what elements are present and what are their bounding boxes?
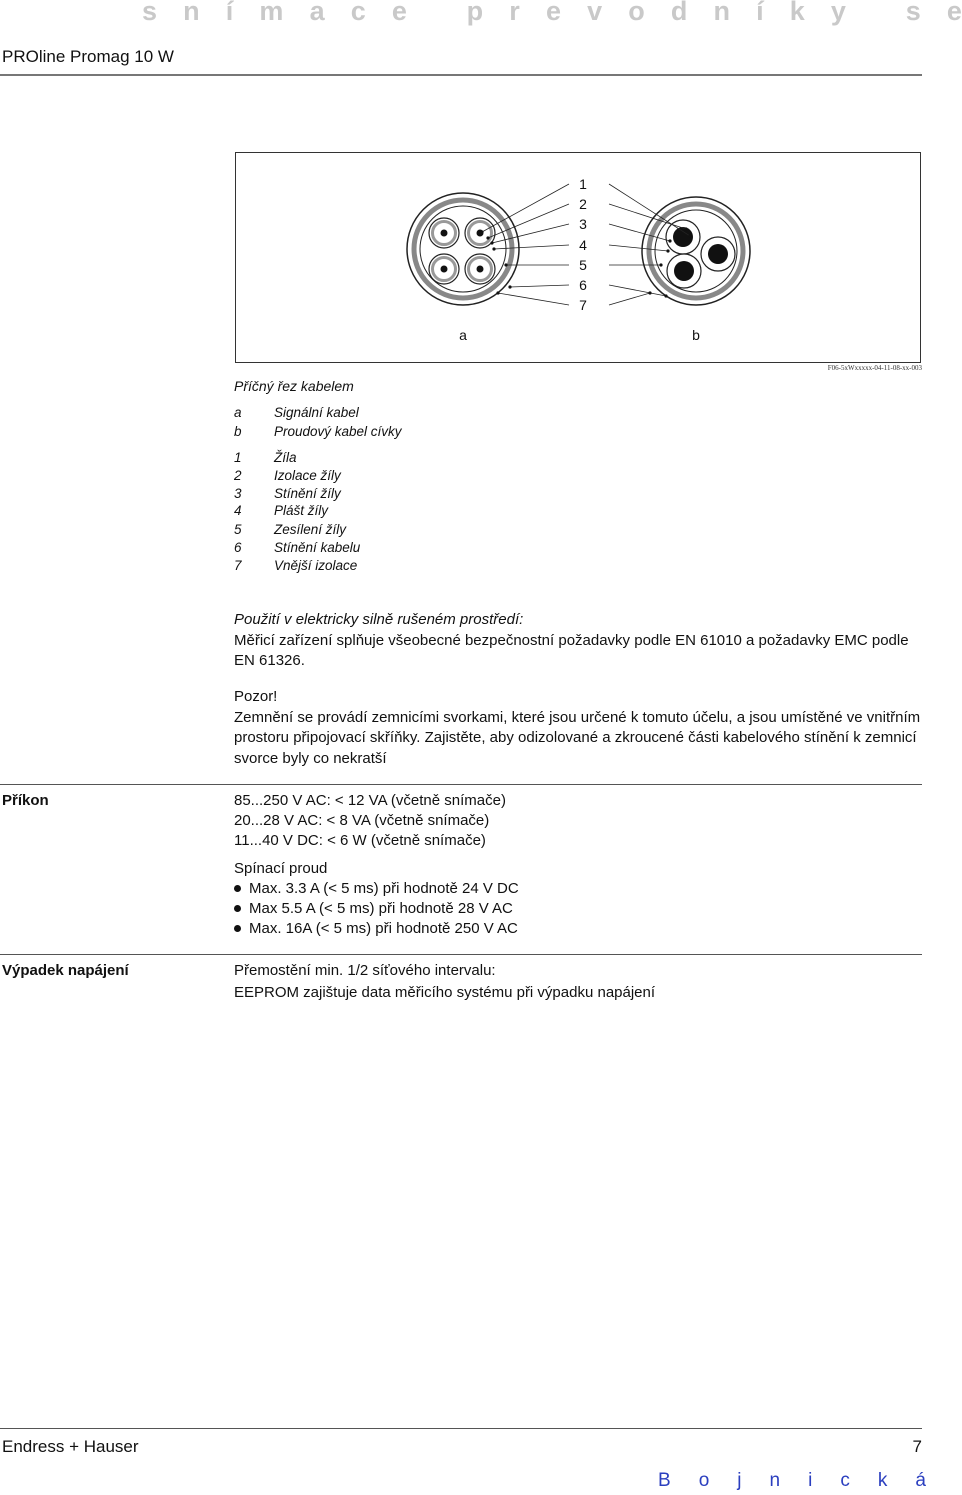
brand-letter: á (915, 1470, 926, 1491)
cable-diagram (236, 153, 922, 364)
outage-label: Výpadek napájení (2, 962, 129, 979)
power-line: 11...40 V DC: < 6 W (včetně snímače) (234, 832, 486, 849)
legend-key: 2 (234, 468, 242, 483)
wm-letter: í (756, 0, 764, 26)
legend-text: Zesílení žíly (274, 522, 347, 537)
wm-letter: a (309, 0, 325, 26)
usage-text: Měřicí zařízení splňuje všeobecné bezpečnostní požadavky podle EN 61010 a požadavky EMC podle EN 61326. (234, 631, 909, 669)
power-label: Příkon (2, 792, 49, 809)
legend-key: 1 (234, 450, 242, 465)
section-divider (0, 784, 922, 785)
callout-number: 3 (579, 216, 587, 232)
bullet-text: Max 5.5 A (< 5 ms) při hodnotě 28 V AC (249, 900, 513, 917)
usage-title: Použití v elektricky silně rušeném prostředí: (234, 611, 524, 628)
legend-text: Stínění žíly (274, 486, 341, 501)
wm-letter: e (946, 0, 962, 26)
footer-company: Endress + Hauser (2, 1437, 139, 1456)
callout-number: 4 (579, 237, 587, 253)
brand-letter: n (769, 1470, 781, 1491)
power-line: 20...28 V AC: < 8 VA (včetně snímače) (234, 812, 490, 829)
wm-letter: m (259, 0, 284, 26)
section-divider (0, 954, 922, 955)
bullet-text: Max. 3.3 A (< 5 ms) při hodnotě 24 V DC (249, 880, 519, 897)
legend-text: Vnější izolace (274, 558, 358, 573)
wm-letter: e (391, 0, 407, 26)
power-line: 85...250 V AC: < 12 VA (včetně snímače) (234, 792, 506, 809)
legend-key: 6 (234, 540, 242, 555)
legend-item (234, 558, 357, 573)
brand-letter: c (840, 1470, 850, 1491)
callout-number: 2 (579, 196, 587, 212)
callout-number: 1 (579, 176, 587, 192)
wm-letter (872, 0, 880, 27)
legend-key: a (234, 405, 242, 420)
brand-letter: i (808, 1470, 813, 1491)
wm-letter: n (183, 0, 200, 26)
wm-letter: o (628, 0, 645, 26)
switching-bullet (234, 920, 518, 937)
callout-number: 5 (579, 257, 587, 273)
cable-a-label: a (459, 327, 467, 343)
legend-key: 4 (234, 503, 242, 518)
wm-letter: c (350, 0, 366, 26)
wm-letter: s (905, 0, 921, 26)
wm-letter: r (509, 0, 520, 26)
page-header-title: PROline Promag 10 W (2, 47, 174, 66)
legend-text: Stínění kabelu (274, 540, 361, 555)
callout-number: 6 (579, 277, 587, 293)
callout-number: 7 (579, 297, 587, 313)
wm-letter: d (670, 0, 688, 26)
outage-line: Přemostění min. 1/2 síťového intervalu: (234, 962, 496, 979)
brand-letter: B (658, 1470, 671, 1491)
wm-letter: v (587, 0, 603, 26)
legend-text: Signální kabel (274, 405, 359, 420)
legend-item (234, 486, 341, 501)
legend-item (234, 540, 360, 555)
legend-text: Izolace žíly (274, 468, 341, 483)
cable-b-label: b (692, 327, 700, 343)
bullet-dot-icon (234, 905, 241, 912)
switching-title: Spínací proud (234, 860, 328, 877)
bullet-dot-icon (234, 925, 241, 932)
footer-divider (0, 1428, 922, 1429)
warning-text: Zemnění se provádí zemnicími svorkami, které jsou určené k tomuto účelu, a jsou umístěné ve vnitřním prostoru připojovací skříňky. Zajistěte, aby odizolované a zkroucené části kabelového stínění k zemnicí svorce byly co nekratší (234, 708, 921, 767)
watermark-header (142, 0, 962, 27)
warning-title: Pozor! (234, 688, 278, 705)
legend-item (234, 468, 341, 483)
wm-letter (433, 0, 441, 27)
figure-code: F06-5xWxxxxx-04-11-08-xx-003 (827, 364, 922, 372)
legend-item (234, 405, 359, 420)
brand-letter: k (877, 1470, 888, 1491)
wm-letter: í (225, 0, 234, 26)
wm-letter: k (789, 0, 805, 26)
figure-caption: Příčný řez kabelem (234, 378, 354, 394)
legend-text: Proudový kabel cívky (274, 424, 402, 439)
wm-letter: s (142, 0, 158, 26)
outage-line: EEPROM zajištuje data měřicího systému při výpadku napájení (234, 984, 656, 1001)
bullet-text: Max. 16A (< 5 ms) při hodnotě 250 V AC (249, 920, 518, 937)
legend-key: 3 (234, 486, 242, 501)
cable-cross-section-figure (235, 152, 921, 363)
legend-item (234, 522, 346, 537)
usage-note (234, 610, 924, 672)
switching-bullet (234, 880, 519, 897)
header-divider (0, 74, 922, 76)
legend-item (234, 503, 328, 518)
page-number: 7 (912, 1437, 922, 1456)
bullet-dot-icon (234, 885, 241, 892)
legend-item (234, 450, 297, 465)
brand-letter: j (737, 1470, 742, 1491)
legend-key: b (234, 424, 242, 439)
wm-letter: y (830, 0, 846, 26)
switching-bullet (234, 900, 513, 917)
wm-letter: n (713, 0, 730, 26)
legend-text: Žíla (274, 450, 297, 465)
legend-item (234, 424, 402, 439)
legend-key: 5 (234, 522, 242, 537)
brand-letter: o (698, 1470, 710, 1491)
signal-cable-drawing (407, 193, 519, 305)
warning-note (234, 687, 924, 769)
legend-key: 7 (234, 558, 242, 573)
coil-cable-drawing (642, 197, 750, 305)
wm-letter: p (466, 0, 484, 26)
legend-text: Plášt žíly (274, 503, 329, 518)
footer-watermark (658, 1470, 926, 1492)
wm-letter: e (545, 0, 561, 26)
